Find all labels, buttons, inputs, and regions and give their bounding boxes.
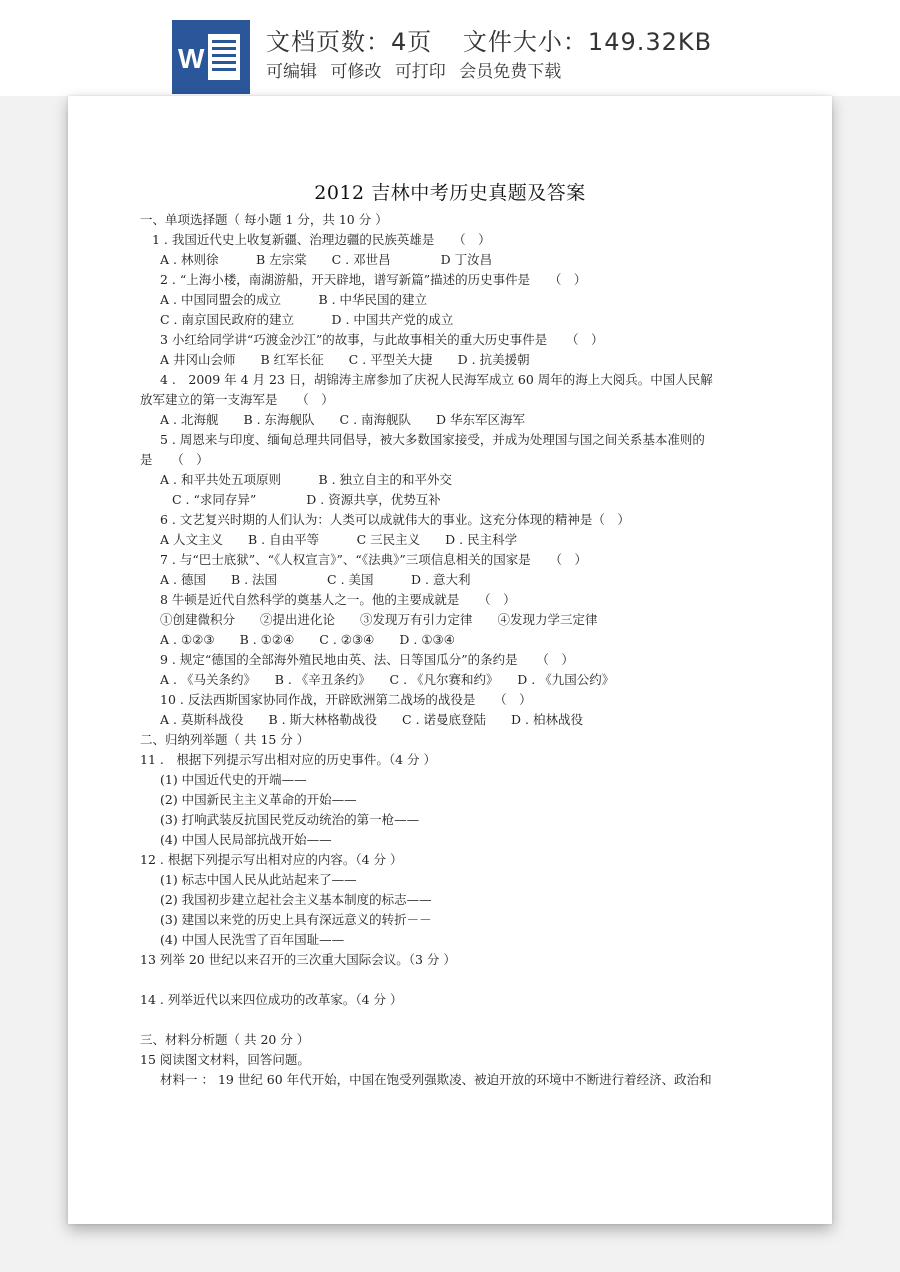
prompt-line: (3) 建国以来党的历史上具有深远意义的转折－－	[160, 912, 432, 927]
options-line: A . ①②③ B . ①②④ C . ②③④ D . ①③④	[160, 632, 455, 647]
prompt-line: (4) 中国人民洗雪了百年国耻——	[160, 932, 345, 947]
feature-modifiable: 可修改	[330, 62, 382, 82]
question-line: 3 小红给同学讲“巧渡金沙江”的故事，与此故事相关的重大历史事件是 （ ）	[160, 332, 604, 347]
feature-member-download[interactable]: 会员免费下载	[459, 62, 562, 82]
options-line: A . 北海舰 B . 东海舰队 C . 南海舰队 D 华东军区海军	[160, 412, 526, 427]
question-line: 15 阅读图文材料，回答问题。	[140, 1052, 310, 1067]
question-line: 9 . 规定“德国的全部海外殖民地由英、法、日等国瓜分”的条约是 （ ）	[160, 652, 574, 667]
question-line: 7 . 与“巴士底狱”、“《人权宣言》”、“《法典》”三项信息相关的国家是 （ ）	[160, 552, 587, 567]
options-line: A . 中国同盟会的成立 B . 中华民国的建立	[160, 292, 428, 307]
question-line: 1 . 我国近代史上收复新疆、治理边疆的民族英雄是 （ ）	[152, 232, 491, 247]
prompt-line: (2) 我国初步建立起社会主义基本制度的标志——	[160, 892, 432, 907]
options-line: A . 《马关条约》 B . 《辛丑条约》 C . 《凡尔赛和约》 D . 《九国公约》	[160, 672, 615, 687]
page-count: 文档页数：4页	[266, 28, 433, 56]
question-line: 5 . 周恩来与印度、缅甸总理共同倡导，被大多数国家接受，并成为处理国与国之间关系基本准则的	[160, 432, 705, 447]
options-line: A 井冈山会师 B 红军长征 C . 平型关大捷 D . 抗美援朝	[160, 352, 530, 367]
question-line: 11 . 根据下列提示写出相对应的历史事件。（4 分 ）	[140, 752, 437, 767]
question-line: 14 . 列举近代以来四位成功的改革家。（4 分 ）	[140, 992, 403, 1007]
prompt-line: (3) 打响武装反抗国民党反动统治的第一枪——	[160, 812, 420, 827]
document-title: 2012 吉林中考历史真题及答案	[314, 182, 586, 204]
options-line: C . “求同存异” D . 资源共享，优势互补	[172, 492, 441, 507]
options-line: A . 莫斯科战役 B . 斯大林格勒战役 C . 诺曼底登陆 D . 柏林战役	[160, 712, 583, 727]
prompt-line: (2) 中国新民主主义革命的开始——	[160, 792, 357, 807]
options-line: C . 南京国民政府的建立 D . 中国共产党的成立	[160, 312, 454, 327]
section-heading: 三、材料分析题（ 共 20 分 ）	[140, 1032, 310, 1047]
question-line: 放军建立的第一支海军是 （ ）	[140, 392, 334, 407]
question-line: 12 . 根据下列提示写出相对应的内容。（4 分 ）	[140, 852, 403, 867]
section-heading: 二、归纳列举题（ 共 15 分 ）	[140, 732, 310, 747]
prompt-line: (1) 标志中国人民从此站起来了——	[160, 872, 357, 887]
feature-printable: 可打印	[394, 62, 446, 82]
options-line: A 人文主义 B . 自由平等 C 三民主义 D . 民主科学	[160, 532, 518, 547]
question-line: 10 . 反法西斯国家协同作战，开辟欧洲第二战场的战役是 （ ）	[160, 692, 532, 707]
question-line: 13 列举 20 世纪以来召开的三次重大国际会议。（3 分 ）	[140, 952, 456, 967]
options-line: ①创建微积分 ②提出进化论 ③发现万有引力定律 ④发现力学三定律	[160, 612, 598, 627]
file-size: 文件大小：149.32KB	[462, 28, 713, 56]
feature-editable: 可编辑	[266, 62, 317, 82]
question-line: 6 . 文艺复兴时期的人们认为：人类可以成就伟大的事业。这充分体现的精神是（ ）	[160, 512, 630, 527]
question-line: 8 牛顿是近代自然科学的奠基人之一。他的主要成就是 （ ）	[160, 592, 516, 607]
options-line: A . 和平共处五项原则 B . 独立自主的和平外交	[160, 472, 453, 487]
material-line: 材料一 ： 19 世纪 60 年代开始，中国在饱受列强欺凌、被迫开放的环境中不断进行着经济、政治和	[160, 1072, 712, 1087]
prompt-line: (4) 中国人民局部抗战开始——	[160, 832, 332, 847]
word-icon-letter: W	[178, 43, 205, 74]
question-line: 2 . “上海小楼，南湖游船，开天辟地，谱写新篇”描述的历史事件是 （ ）	[160, 272, 587, 287]
question-line: 是 （ ）	[140, 452, 209, 467]
options-line: A . 林则徐 B 左宗棠 C . 邓世昌 D 丁汝昌	[160, 252, 493, 267]
prompt-line: (1) 中国近代史的开端——	[160, 772, 307, 787]
section-heading: 一、单项选择题（ 每小题 1 分，共 10 分 ）	[140, 212, 388, 227]
question-line: 4 . 2009 年 4 月 23 日，胡锦涛主席参加了庆祝人民海军成立 60 周年的海上大阅兵。中国人民解	[160, 372, 713, 387]
options-line: A . 德国 B . 法国 C . 美国 D . 意大利	[160, 572, 471, 587]
